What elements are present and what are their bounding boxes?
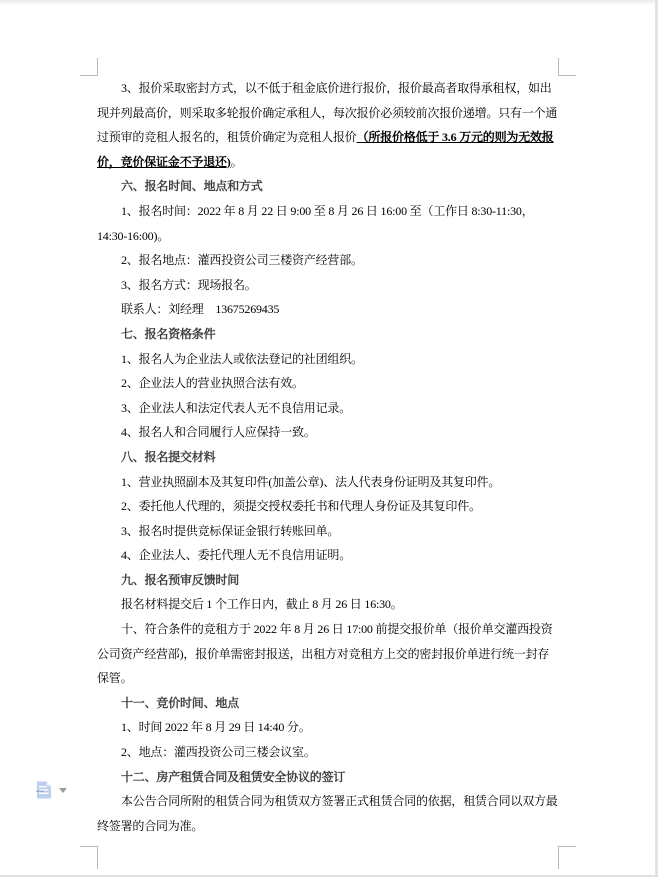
text-run: 七、报名资格条件	[121, 326, 216, 341]
paragraph	[97, 789, 558, 838]
text-run: 1、时间 2022 年 8 月 29 日 14:40 分。	[121, 720, 311, 735]
text-run: 十一、竞价时间、地点	[121, 695, 240, 710]
margin-crop-mark-top-left	[80, 58, 98, 76]
section-heading	[97, 445, 558, 470]
margin-crop-mark-bottom-left	[80, 846, 98, 869]
text-run: 3、企业法人和法定代表人无不良信用记录。	[121, 400, 352, 415]
paste-options-icon	[34, 780, 54, 805]
paragraph	[97, 273, 558, 298]
text-run: 3、报名方式：现场报名。	[121, 277, 257, 292]
text-run: 2、企业法人的营业执照合法有效。	[121, 376, 304, 391]
paragraph	[97, 592, 558, 617]
section-heading	[97, 322, 558, 347]
text-run: 2、报名地点：灌西投资公司三楼资产经营部。	[121, 253, 363, 268]
text-run: 报名材料提交后 1 个工作日内，截止 8 月 26 日 16:30。	[121, 597, 403, 612]
section-heading	[97, 691, 558, 716]
text-run: 联系人：刘经理 13675269435	[121, 302, 280, 317]
paragraph	[97, 420, 558, 445]
paragraph	[97, 371, 558, 396]
paragraph	[97, 396, 558, 421]
paragraph	[97, 470, 558, 495]
text-run: 本公告合同所附的租赁合同为租赁双方签署正式租赁合同的依据，租赁合同以双方最终签署的合同为准。	[97, 794, 558, 833]
section-heading	[97, 174, 558, 199]
paragraph	[97, 715, 558, 740]
text-run: 八、报名提交材料	[121, 449, 216, 464]
document-body	[97, 0, 558, 838]
margin-crop-mark-top-right	[558, 58, 576, 76]
text-run: 十、符合条件的竞租方于 2022 年 8 月 26 日 17:00 前提交报价单（报价单交灌西投资公司资产经营部)，报价单需密封报送，出租方对竞租方上交的密封报价单进行统一封存保管。	[97, 622, 553, 686]
text-run: 2、地点：灌西投资公司三楼会议室。	[121, 745, 316, 760]
text-run: 六、报名时间、地点和方式	[121, 179, 263, 194]
paragraph	[97, 199, 558, 248]
paragraph	[97, 519, 558, 544]
text-run: （所报价格低于 3.6 万元的则为无效报价，竞价保证金不予退还)	[97, 130, 554, 169]
text-run: 4、企业法人、委托代理人无不良信用证明。	[121, 548, 352, 563]
paragraph	[97, 76, 558, 174]
paragraph	[97, 297, 558, 322]
chevron-down-icon[interactable]	[59, 788, 67, 793]
text-run: 3、报名时提供竞标保证金银行转账回单。	[121, 523, 340, 538]
margin-crop-mark-bottom-right	[558, 846, 576, 869]
paragraph	[97, 494, 558, 519]
text-run: 。	[230, 154, 243, 169]
paragraph	[97, 740, 558, 765]
text-run: 九、报名预审反馈时间	[121, 572, 240, 587]
paragraph	[97, 617, 558, 691]
text-run: 2、委托他人代理的，须提交授权委托书和代理人身份证及其复印件。	[121, 499, 481, 514]
text-run: 1、营业执照副本及其复印件(加盖公章)、法人代表身份证明及其复印件。	[121, 474, 501, 489]
paragraph	[97, 347, 558, 372]
text-run: 3、报价采取密封方式，以不低于租金底价进行报价，报价最高者取得承租权，如出现并列最高价，则采取多轮报价确定承租人，每次报价必须较前次报价递增。只有一个通过预审的竞租人报名的，租赁价确定为竞租人报价	[97, 81, 558, 145]
text-run: 1、报名人为企业法人或依法登记的社团组织。	[121, 351, 363, 366]
text-run: 1、报名时间：2022 年 8 月 22 日 9:00 至 8 月 26 日 16:00 至（工作日 8:30-11:30，14:30-16:00)。	[97, 203, 534, 243]
paragraph	[97, 543, 558, 568]
text-run: 4、报名人和合同履行人应保持一致。	[121, 425, 316, 440]
paste-options-button[interactable]	[34, 780, 67, 805]
text-run: 十二、房产租赁合同及租赁安全协议的签订	[121, 769, 346, 784]
section-heading	[97, 765, 558, 790]
paragraph	[97, 248, 558, 273]
section-heading	[97, 568, 558, 593]
